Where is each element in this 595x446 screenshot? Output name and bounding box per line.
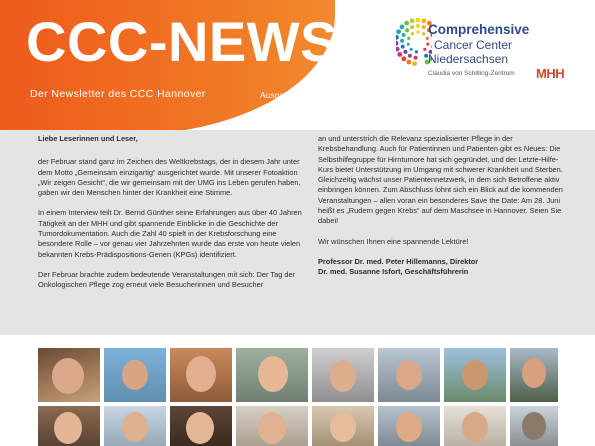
portrait-photo: [236, 406, 308, 446]
portrait-photo: [312, 406, 374, 446]
logo-line-1: Comprehensive: [428, 22, 530, 37]
logo-dot: [414, 56, 418, 60]
portrait-photo: [38, 406, 100, 446]
portrait-photo: [444, 406, 506, 446]
photo-collage: [38, 348, 558, 446]
logo-dot: [412, 61, 417, 66]
portrait-photo: [170, 406, 232, 446]
logo-dot: [408, 54, 412, 58]
portrait-photo: [510, 406, 558, 446]
signature-director: Professor Dr. med. Peter Hillemanns, Direktor: [318, 256, 479, 266]
portrait-photo: [378, 406, 440, 446]
mhh-logo: MHH: [536, 66, 565, 81]
logo-dot: [407, 37, 410, 40]
logo-dot: [396, 35, 399, 40]
logo-dot: [410, 18, 415, 23]
logo-dot: [411, 32, 414, 35]
portrait-photo: [444, 348, 506, 402]
logo-dot: [422, 32, 425, 35]
paragraph: an und unterstrich die Relevanz spezialisierter Pflege in der Krebsbehandlung. Auch für Patientinnen und Patienten gibt es Neues: Die Selbsthilfegruppe für Hirntumore hat sich gegründet, und der Letzte-Hilfe-Kurs bietet Unterstützung im Umgang mit schwerer Krankheit und Sterben. Gleichzeitig wächst unser Patientennetzwerk, in dem sich Betroffene aktiv einbringen können. Zum Abschluss lohnt sich ein Blick auf die kommenden Veranstaltungen – allen voran ein besonderes Save the Date: Am 28. Juni heißt es „Rudern gegen Krebs“ auf dem Maschsee in Hannover. Seien Sie dabei!: [318, 134, 563, 226]
dot-ring-icon: [396, 14, 432, 82]
logo-dot: [416, 18, 421, 23]
greeting: Liebe Leserinnen und Leser,: [38, 134, 138, 143]
logo-dot: [431, 45, 432, 49]
logo-dot: [405, 28, 409, 32]
logo-dot: [426, 43, 429, 46]
logo-dot: [396, 47, 400, 52]
logo-dot: [422, 18, 427, 23]
logo-dot: [406, 60, 411, 65]
logo-line-2: Cancer Center: [434, 38, 513, 52]
editorial-column-right: [318, 134, 568, 278]
logo-dot: [404, 21, 409, 26]
logo-dot: [423, 48, 426, 51]
logo-dot: [396, 29, 401, 34]
logo-dot: [401, 45, 405, 49]
signature-manager: Dr. med. Susanne Isfort, Geschäftsführerin: [318, 267, 469, 277]
paragraph: Wir wünschen Ihnen eine spannende Lektüre!: [318, 236, 469, 246]
ccc-logo: [396, 14, 591, 84]
logo-dot: [403, 50, 407, 54]
logo-line-4: Claudia von Schilling-Zentrum: [428, 70, 515, 77]
paragraph: Der Februar brachte zudem bedeutende Veranstaltungen mit sich: Der Tag der Onkologischen Pflege zog erneut viele Besucherinnen und Besucher: [38, 269, 296, 290]
tagline: Der Newsletter des CCC Hannover: [30, 88, 206, 100]
logo-dot: [415, 50, 418, 53]
portrait-photo: [104, 348, 166, 402]
portrait-photo: [312, 348, 374, 402]
logo-dot: [397, 52, 402, 57]
logo-dot: [422, 25, 426, 29]
logo-dot: [410, 48, 413, 51]
newsletter-header: [0, 0, 595, 120]
logo-dot: [426, 37, 429, 40]
portrait-photo: [510, 348, 558, 402]
logo-dot: [416, 30, 419, 33]
portrait-photo: [170, 348, 232, 402]
logo-dot: [410, 25, 414, 29]
paragraph: In einem Interview teilt Dr. Bernd Günther seine Erfahrungen aus über 40 Jahren Tätigkeit an der MHH und gibt spannende Einblicke in die Geschichte der Tumordokumentation. Auch die Zahl 40 spielt in der Krebsforschung eine besondere Rolle – vor genau vier Jahrzehnten wurde das erste von heute vielen bekannten Krebs-Prädispositions-Genen (KPGs) identifiziert.: [38, 208, 302, 259]
masthead-title: CCC-NEWS: [26, 10, 338, 73]
logo-dot: [407, 43, 410, 46]
logo-dot: [401, 56, 406, 61]
portrait-photo: [236, 348, 308, 402]
logo-line-3: Niedersachsen: [428, 52, 509, 66]
logo-dot: [396, 41, 398, 46]
portrait-photo: [378, 348, 440, 402]
logo-dot: [416, 24, 420, 28]
portrait-photo: [38, 348, 100, 402]
editorial-column-left: [38, 134, 308, 291]
paragraph: der Februar stand ganz im Zeichen des Weltkrebstags, der in diesem Jahr unter dem Motto „Gemeinsam einzigartig“ ausgerichtet wurde. Mit unserer Fotoaktion „Wir zeigen Gesicht“, die wir gemeinsam mit der UMG ins Leben gerufen haben, gaben wir den Menschen hinter der Krankheit eine Stimme.: [38, 157, 301, 198]
logo-dot: [400, 24, 405, 29]
issue-number: Ausgabe 1/2025: [260, 90, 322, 100]
portrait-photo: [104, 406, 166, 446]
logo-dot: [400, 39, 404, 43]
logo-dot: [402, 33, 406, 37]
